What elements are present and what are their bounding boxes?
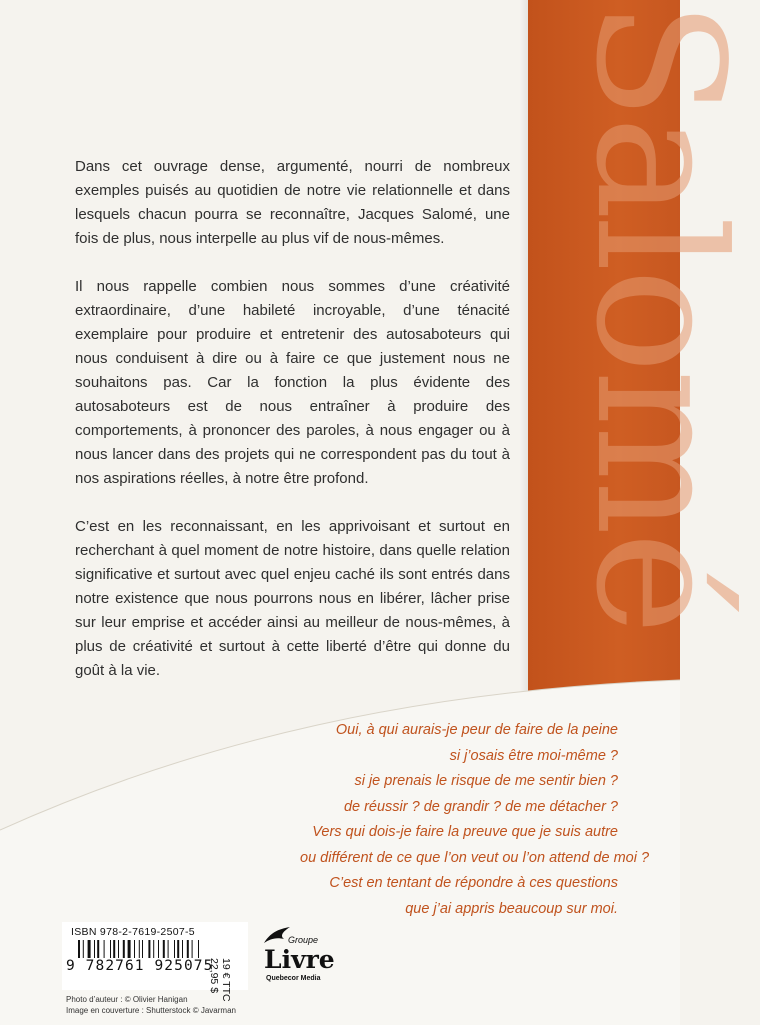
quote-line: C’est en tentant de répondre à ces questions — [329, 875, 618, 891]
paragraph-2: Il nous rappelle combien nous sommes d’une créativité extraordinaire, d’une habileté incroyable, d’une ténacité exemplaire pour produire et entretenir des autosaboteurs qui nous conduisent à dire ou à faire ce que justement nous ne souhaitons pas. Car la fonction la plus évidente des autosaboteurs est de nous entraîner à produire des comportements, à prononcer des paroles, à nous engager ou à nous lancer dans des projets qui ne correspondent pas du tout à nos aspirations réelles, à notre être profond. — [75, 278, 510, 487]
quote-line: si j’osais être moi-même ? — [449, 747, 618, 764]
publisher-logo — [258, 925, 335, 987]
logo-livre: Livre — [264, 945, 335, 974]
price-cad: 22,95 $ — [208, 958, 220, 994]
quote-line: Vers qui dois-je faire la preuve que je suis autre — [312, 824, 618, 840]
quote-line: Oui, à qui aurais-je peur de faire de la peine — [335, 722, 618, 738]
paragraph-3: C’est en les reconnaissant, en les apprivoisant et surtout en recherchant à quel moment de notre histoire, dans quelle relation significative et surtout avec quel enjeu caché ils sont entrés dans notre existence que nous pourrons nous en libérer, lâcher prise sur leur emprise et accéder ainsi au meilleur de nous-mêmes, à plus de créativité et surtout à cette liberté d’être qui donne du goût à la vie. — [75, 518, 510, 679]
price-eur: 19 € TTC — [220, 958, 232, 1002]
author-name-vertical: Salomé — [557, 0, 760, 632]
barcode-digits: 9 782761 925075 — [66, 958, 214, 974]
isbn-label: ISBN 978-2-7619-2507-5 — [71, 926, 195, 938]
quote-line: si je prenais le risque de me sentir bien ? — [354, 773, 618, 789]
logo-subtitle: Quebecor Media — [266, 975, 321, 982]
paragraph-1: Dans cet ouvrage dense, argumenté, nourri de nombreux exemples puisés au quotidien de notre vie relationnelle et dans lesquels chacun pourra se reconnaître, Jacques Salomé, une fois de plus, nous interpelle au plus vif de nous-mêmes. — [75, 158, 510, 247]
credit-cover: Image en couverture : Shutterstock © Javarman — [66, 1006, 236, 1015]
credit-photo: Photo d’auteur : © Olivier Hanigan — [66, 995, 188, 1004]
price-label — [202, 958, 232, 1002]
credits — [66, 994, 236, 1016]
pull-quote — [300, 718, 650, 922]
logo-groupe: Groupe — [288, 935, 319, 945]
quote-line: de réussir ? de grandir ? de me détacher ? — [343, 798, 618, 815]
orange-spine-band — [528, 0, 760, 700]
quote-line: que j’ai appris beaucoup sur moi. — [405, 900, 618, 917]
description-text — [75, 155, 510, 707]
quote-line: ou différent de ce que l’on veut ou l’on attend de moi ? — [300, 849, 650, 866]
